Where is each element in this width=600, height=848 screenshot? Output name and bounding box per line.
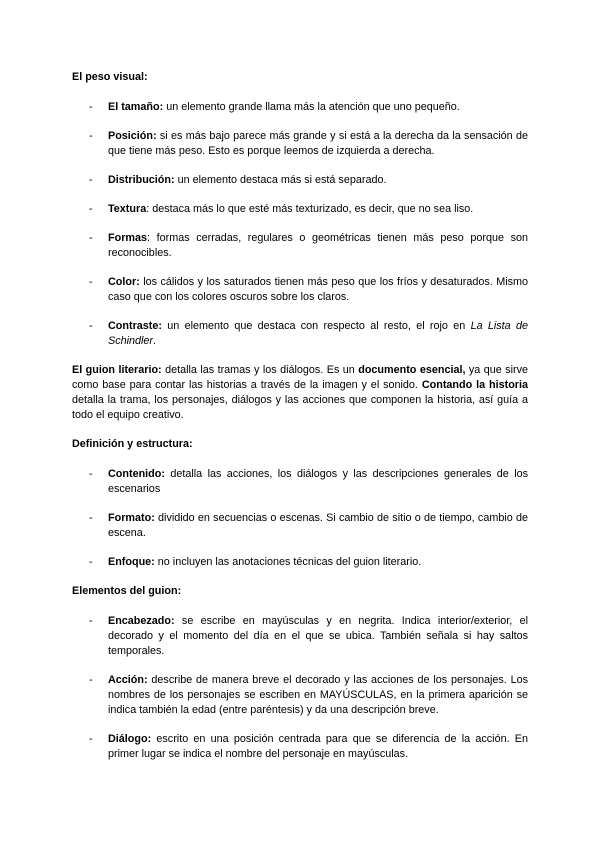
item-label: Posición: (108, 130, 157, 142)
bullet-dash: - (89, 468, 93, 480)
item-label: Formato: (108, 512, 155, 524)
item-text: detalla las acciones, los diálogos y las descripciones generales de los escenarios (108, 468, 528, 495)
guion-text-2: ya que sirve como base para contar las historias a través de la imagen y el sonido. (72, 364, 528, 391)
list-item-tamano (72, 100, 528, 115)
bullet-dash: - (89, 615, 93, 627)
guion-text-3: detalla la trama, los personajes, diálogos y las acciones que componen la historia, así guía a todo el equipo creativo. (72, 394, 528, 421)
definicion-list (72, 467, 528, 570)
bullet-dash: - (89, 556, 93, 568)
item-text: los cálidos y los saturados tienen más peso que los fríos y desaturados. Mismo caso que con los colores oscuros sobre los claros. (108, 276, 528, 303)
item-label: Contenido: (108, 468, 165, 480)
item-label: Contraste: (108, 320, 162, 332)
item-tail: . (153, 335, 157, 347)
item-label: El tamaño: (108, 101, 164, 113)
list-item-formas (72, 231, 528, 261)
item-text: se escribe en mayúsculas y en negrita. Indica interior/exterior, el decorado y el momento del día en el que se ubica. También señala si hay saltos temporales. (108, 615, 528, 657)
item-label: Textura (108, 203, 147, 215)
item-text: un elemento que destaca con respecto al resto, el rojo en (162, 320, 471, 332)
item-text: dividido en secuencias o escenas. Si cambio de sitio o de tiempo, cambio de escena. (108, 512, 528, 539)
list-item-contenido (72, 467, 528, 497)
guion-literario-paragraph (72, 363, 528, 423)
heading-peso-visual: El peso visual: (72, 71, 148, 83)
bullet-dash: - (89, 320, 93, 332)
bullet-dash: - (89, 203, 93, 215)
bullet-dash: - (89, 174, 93, 186)
bullet-dash: - (89, 101, 93, 113)
item-label: Diálogo: (108, 733, 152, 745)
list-item-enfoque (72, 555, 528, 570)
list-item-accion (72, 673, 528, 718)
item-label: Color: (108, 276, 140, 288)
guion-bold-2: documento esencial, (358, 364, 466, 376)
elementos-list (72, 614, 528, 762)
item-italic-title: La Lista de Schindler (108, 320, 528, 347)
bullet-dash: - (89, 130, 93, 142)
peso-visual-list (72, 100, 528, 349)
item-label: Formas (108, 232, 148, 244)
item-text: si es más bajo parece más grande y si está a la derecha da la sensación de que tiene más peso. Esto es porque leemos de izquierda a derecha. (108, 130, 528, 157)
item-text: no incluyen las anotaciones técnicas del guion literario. (154, 556, 422, 568)
bullet-dash: - (89, 512, 93, 524)
item-text: : formas cerradas, regulares o geométricas tienen más peso porque son reconocibles. (108, 232, 528, 259)
list-item-dialogo (72, 732, 528, 762)
bullet-dash: - (89, 276, 93, 288)
item-text: : destaca más lo que esté más texturizado, es decir, que no sea liso. (146, 203, 474, 215)
item-label: Distribución: (108, 174, 175, 186)
heading-definicion-estructura: Definición y estructura: (72, 438, 193, 450)
bullet-dash: - (89, 232, 93, 244)
item-label: Acción: (108, 674, 148, 686)
list-item-distribucion (72, 173, 528, 188)
bullet-dash: - (89, 733, 93, 745)
list-item-posicion (72, 129, 528, 159)
document-page (72, 70, 528, 762)
item-text: un elemento grande llama más la atención que uno pequeño. (163, 101, 460, 113)
list-item-textura (72, 202, 528, 217)
list-item-contraste (72, 319, 528, 349)
item-label: Enfoque: (108, 556, 155, 568)
item-text: describe de manera breve el decorado y las acciones de los personajes. Los nombres de los personajes se escriben en MAYÚSCULAS, en la primera aparición se indica también la edad (entre paréntesis) y da una descripción breve. (108, 674, 528, 716)
list-item-encabezado (72, 614, 528, 659)
item-text: un elemento destaca más si está separado. (174, 174, 387, 186)
item-label: Encabezado: (108, 615, 175, 627)
heading-elementos-guion: Elementos del guion: (72, 585, 182, 597)
list-item-color (72, 275, 528, 305)
guion-text-1: detalla las tramas y los diálogos. Es un (161, 364, 359, 376)
guion-label: El guion literario: (72, 364, 162, 376)
guion-bold-3: Contando la historia (421, 379, 528, 391)
bullet-dash: - (89, 674, 93, 686)
list-item-formato (72, 511, 528, 541)
item-text: escrito en una posición centrada para que se diferencia de la acción. En primer lugar se indica el nombre del personaje en mayúsculas. (108, 733, 528, 760)
